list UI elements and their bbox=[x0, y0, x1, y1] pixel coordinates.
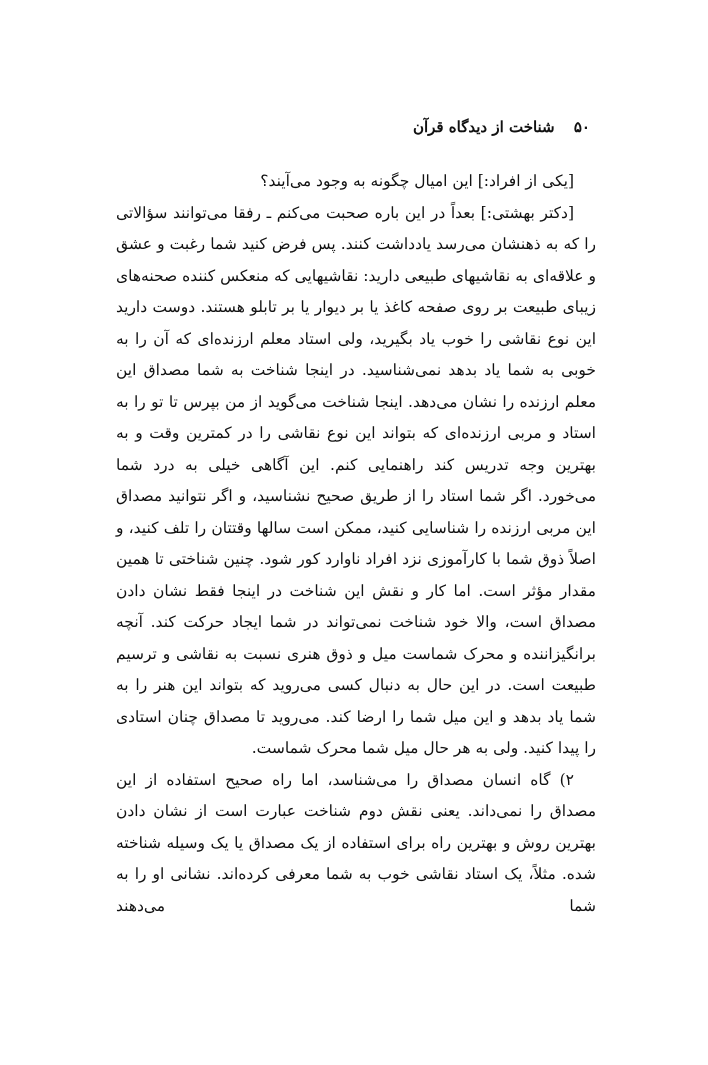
paragraph-point-2: ۲) گاه انسان مصداق را می‌شناسد، اما راه صحیح استفاده از این مصداق را نمی‌داند. یعنی نقش دوم شناخت عبارت است از نشان دادن بهترین روش و بهترین راه برای استفاده از یک مصداق یا یک وسیله شناخته شده. مثلاً، یک استاد نقاشی خوب به شما معرفی کرده‌اند. نشانی او را به شما می‌دهند bbox=[116, 770, 596, 915]
paragraph-question: [یکی از افراد:] این امیال چگونه به وجود می‌آیند؟ bbox=[260, 172, 574, 190]
page-number: ۵۰ bbox=[573, 118, 590, 136]
running-title: شناخت از دیدگاه قرآن bbox=[412, 118, 555, 136]
paragraph-answer: [دکتر بهشتی:] بعداً در این باره صحبت می‌کنم ـ رفقا می‌توانند سؤالاتی را که به ذهنشان می‌رسد یادداشت کنند. پس فرض کنید شما رغبت و عشق و علاقه‌ای به نقاشیهای طبیعی دارید: نقاشیهایی که منعکس کننده صحنه‌های زیبای طبیعت بر روی صفحه کاغذ یا بر دیوار یا بر تابلو هستند. دوست دارید این نوع نقاشی را خوب یاد بگیرید، ولی استاد معلم ارزنده‌ای که آن را به خوبی به شما یاد بدهد نمی‌شناسید. در اینجا شناخت به شما مصداق این معلم ارزنده را نشان می‌دهد. اینجا شناخت می‌گوید از من بپرس تا تو را به استاد و مربی ارزنده‌ای که بتواند این نوع نقاشی را در کمترین وقت و به بهترین وجه تدریس کند راهنمایی کنم. این آگاهی خیلی به درد شما می‌خورد. اگر شما استاد را از طریق صحیح نشناسید، و اگر نتوانید مصداق این مربی ارزنده را شناسایی کنید، ممکن است سالها وقتتان را تلف کنید، و اصلاً ذوق شما با کارآموزی نزد افراد ناوارد کور شود. چنین شناختی تا همین مقدار مؤثر است. اما کار و نقش این شناخت در اینجا فقط نشان دادن مصداق است، والا خود شناخت نمی‌تواند در شما ایجاد حرکت کند. آنچه برانگیزاننده و محرک شماست میل و ذوق هنری نسبت به نقاشی و ترسیم طبیعت است. در این حال به دنبال کسی می‌روید که بتواند این هنر را به شما یاد بدهد و این میل شما را ارضا کند. می‌روید تا مصداق چنان استادی را پیدا کنید. ولی به هر حال میل شما محرک شماست. bbox=[116, 203, 596, 757]
running-header bbox=[110, 118, 590, 136]
body-text bbox=[116, 166, 596, 922]
